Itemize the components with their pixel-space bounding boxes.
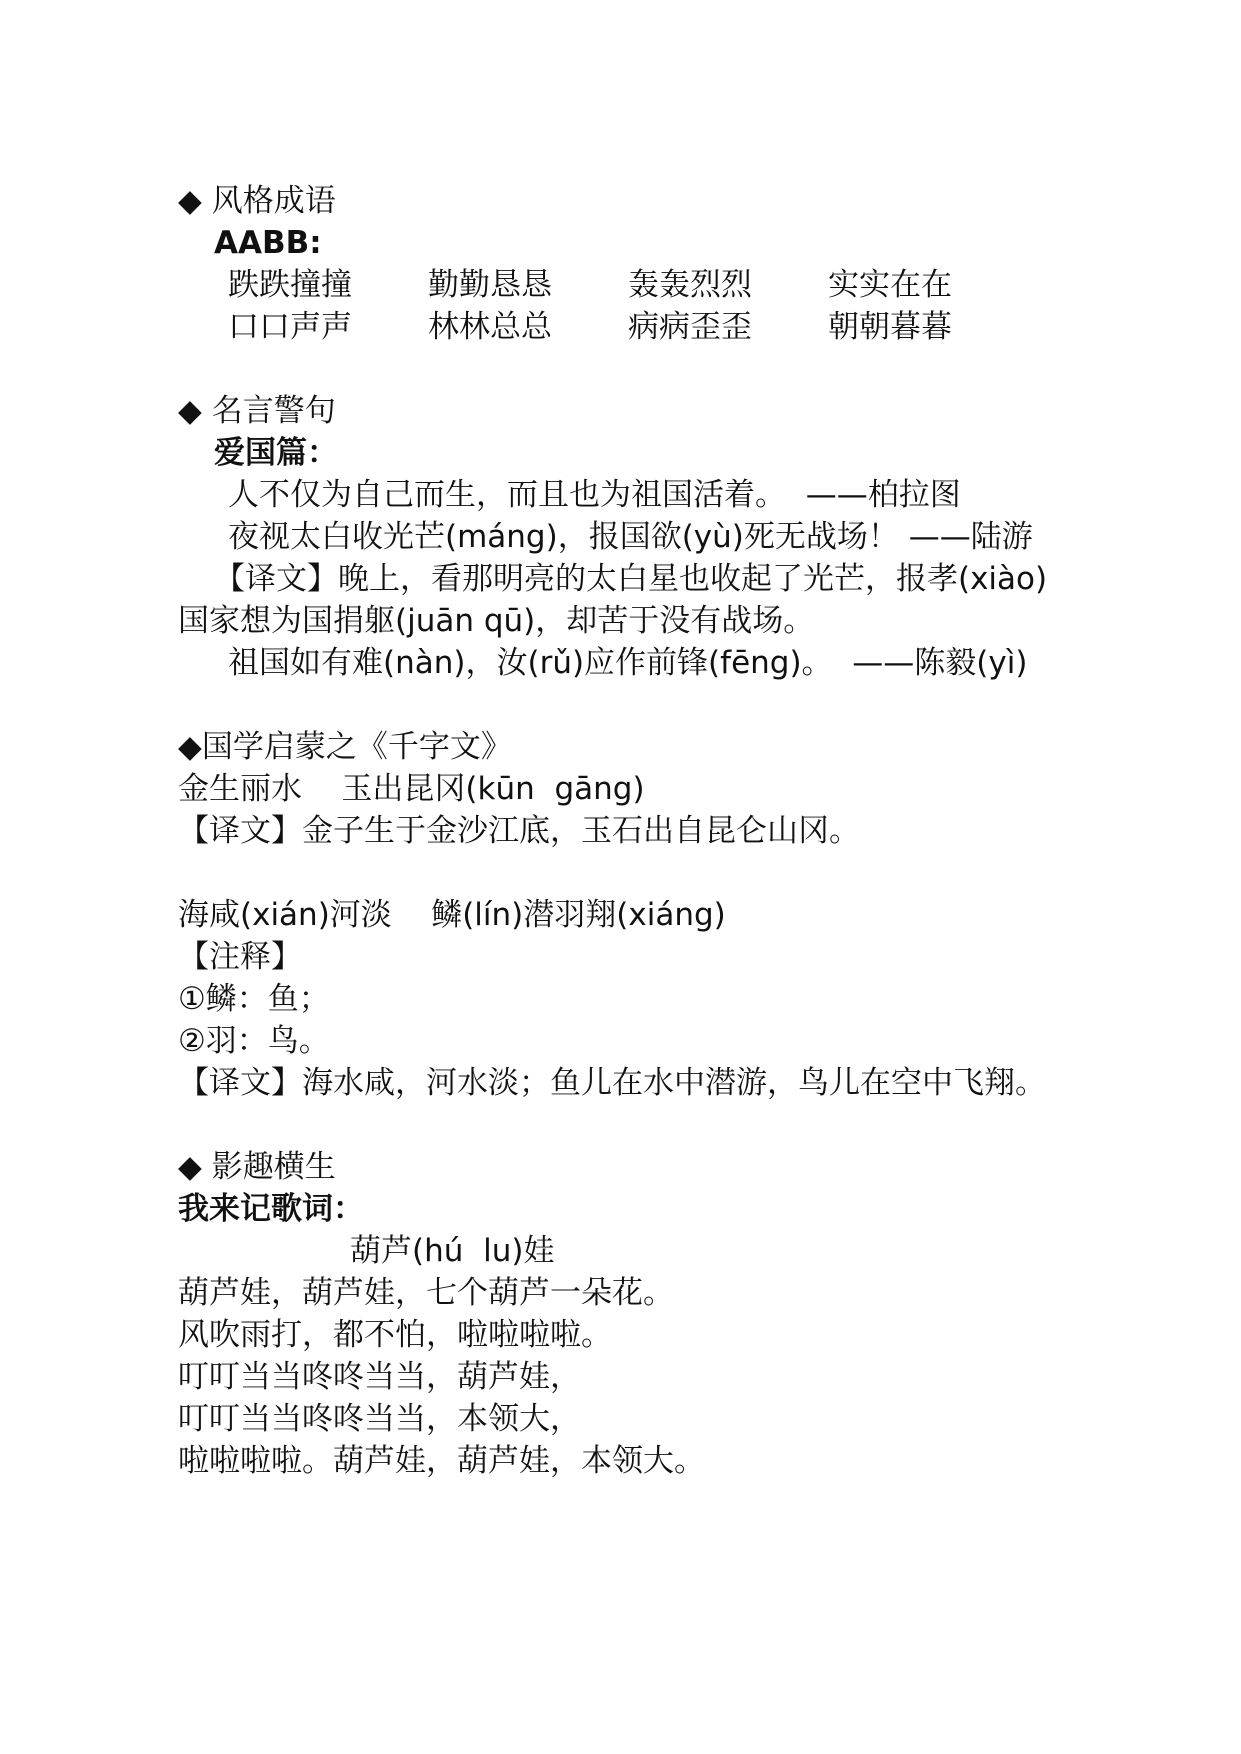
lyric-line: 叮叮当当咚咚当当，本领大， xyxy=(178,1401,581,1437)
idiom-item: 口口声声 xyxy=(228,309,352,345)
section-heading-quotes: ◆ 名言警句 xyxy=(178,393,336,429)
section-heading-idioms: ◆ 风格成语 xyxy=(178,183,336,219)
classic-translation: 【译文】金子生于金沙江底，玉石出自昆仑山冈。 xyxy=(178,813,860,849)
quote-line: 祖国如有难(nàn)，汝(rǔ)应作前锋(fēng)。 ——陈毅(yì) xyxy=(228,645,1028,681)
idiom-item: 跌跌撞撞 xyxy=(228,267,352,303)
song-title: 葫芦(hú lu)娃 xyxy=(350,1233,555,1269)
lyric-line: 风吹雨打，都不怕，啦啦啦啦。 xyxy=(178,1317,612,1353)
classic-translation: 【译文】海水咸，河水淡；鱼儿在水中潜游，鸟儿在空中飞翔。 xyxy=(178,1065,1046,1101)
note-item: ①鳞：鱼； xyxy=(178,981,330,1017)
idiom-item: 朝朝暮暮 xyxy=(828,309,952,345)
idiom-item: 勤勤恳恳 xyxy=(428,267,552,303)
classic-verse: 海咸(xián)河淡 鳞(lín)潜羽翔(xiáng) xyxy=(178,897,726,933)
idiom-row xyxy=(178,264,1078,306)
document-body xyxy=(178,180,1078,1482)
lyrics-label: 我来记歌词： xyxy=(178,1191,364,1227)
lyric-line: 葫芦娃，葫芦娃，七个葫芦一朵花。 xyxy=(178,1275,674,1311)
idiom-item: 病病歪歪 xyxy=(628,309,752,345)
note-item: ②羽：鸟。 xyxy=(178,1023,330,1059)
note-title: 【注释】 xyxy=(178,939,302,975)
classic-verse: 金生丽水 玉出昆冈(kūn gāng) xyxy=(178,771,645,807)
lyric-line: 叮叮当当咚咚当当，葫芦娃， xyxy=(178,1359,581,1395)
idiom-pattern-label: AABB: xyxy=(214,225,322,261)
section-heading-classics: ◆国学启蒙之《千字文》 xyxy=(178,729,512,765)
idiom-item: 实实在在 xyxy=(828,267,952,303)
section-heading-film: ◆ 影趣横生 xyxy=(178,1149,336,1185)
quote-translation: 【译文】晚上，看那明亮的太白星也收起了光芒，报孝(xiào)国家想为国捐躯(juān qū)，却苦于没有战场。 xyxy=(178,561,1048,639)
idiom-row xyxy=(178,306,1078,348)
lyric-line: 啦啦啦啦。葫芦娃，葫芦娃，本领大。 xyxy=(178,1443,705,1479)
idiom-item: 林林总总 xyxy=(428,309,552,345)
idiom-item: 轰轰烈烈 xyxy=(628,267,752,303)
quote-line: 夜视太白收光芒(máng)，报国欲(yù)死无战场！ ——陆游 xyxy=(228,519,1033,555)
quote-line: 人不仅为自己而生，而且也为祖国活着。 ——柏拉图 xyxy=(228,477,961,513)
quotes-category-label: 爱国篇： xyxy=(214,435,338,471)
